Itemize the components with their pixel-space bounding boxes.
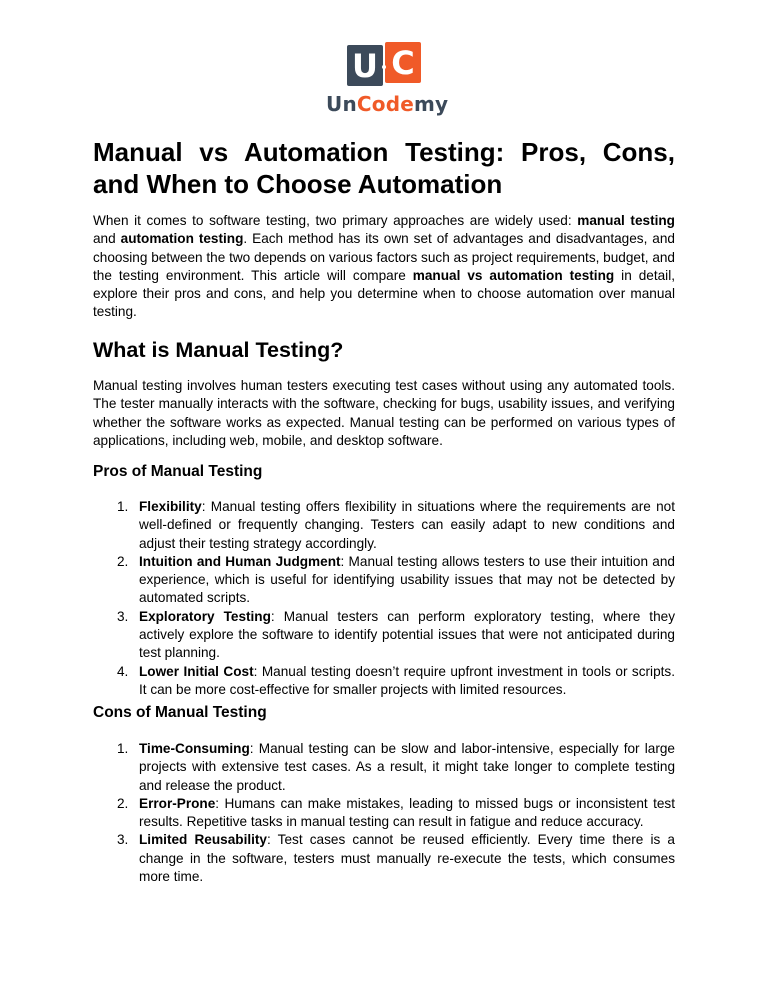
- list-text: : Manual testing allows testers to use their intuition and experience, which is useful for identifying usability issues that may not be detected by automated scripts.: [139, 553, 675, 606]
- cons-heading: Cons of Manual Testing: [93, 704, 267, 721]
- logo-dot: [382, 65, 386, 69]
- list-number: 3.: [117, 608, 129, 624]
- list-term: Time-Consuming: [139, 741, 250, 756]
- list-text: : Manual testing offers flexibility in situations where the requirements are not well-defined or frequently changing. Testers can easily adapt to new conditions and adjust their testing strategy accordingly.: [139, 499, 675, 551]
- intro-paragraph: [93, 212, 675, 322]
- list-item: [93, 498, 675, 553]
- list-text: : Test cases cannot be reused efficiently. Every time there is a change in the software, testers must manually re-execute the tests, which consumes more time.: [139, 832, 675, 885]
- list-item: [93, 663, 675, 700]
- logo-u-block: [347, 45, 383, 86]
- list-number: 1.: [117, 741, 129, 756]
- logo-word-part3: my: [414, 92, 449, 116]
- list-term: Exploratory Testing: [139, 608, 271, 624]
- list-term: Limited Reusability: [139, 832, 267, 848]
- intro-bold-automation: automation testing: [120, 231, 244, 247]
- logo-word-part2: Code: [356, 92, 414, 116]
- list-text: : Humans can make mistakes, leading to missed bugs or inconsistent test results. Repetitive tasks in manual testing can result in fatigue and reduce accuracy.: [139, 795, 675, 830]
- pros-list: [93, 498, 675, 699]
- logo-letter-c: C: [391, 43, 415, 82]
- intro-text-1: When it comes to software testing, two primary approaches are widely used:: [93, 213, 578, 228]
- uncodemy-logo: [326, 42, 449, 117]
- intro-bold-manual: manual testing: [577, 213, 675, 228]
- list-item: [93, 608, 675, 663]
- logo-c-block: [385, 42, 421, 83]
- list-text: : Manual testing doesn’t require upfront investment in tools or scripts. It can be more cost-effective for smaller projects with limited resources.: [139, 663, 675, 697]
- page-title: Manual vs Automation Testing: Pros, Cons, and When to Choose Automation: [93, 137, 675, 199]
- list-number: 4.: [117, 663, 129, 679]
- logo-wordmark: [326, 92, 449, 116]
- list-text: : Manual testers can perform exploratory testing, where they actively explore the software to identify potential issues that were not anticipated during test planning.: [139, 608, 675, 661]
- manual-testing-paragraph: Manual testing involves human testers executing test cases without using any automated tools. The tester manually interacts with the software, checking for bugs, usability issues, and verifying whether the software works as expected. Manual testing can be performed on various types of applications, including web, mobile, and desktop software.: [93, 378, 675, 448]
- intro-bold-compare: manual vs automation testing: [412, 267, 615, 283]
- list-text: : Manual testing can be slow and labor-intensive, especially for large projects with extensive test cases. As a result, it might take longer to complete testing and release the product.: [139, 741, 675, 793]
- list-term: Error-Prone: [139, 795, 216, 811]
- pros-heading: Pros of Manual Testing: [93, 463, 263, 480]
- intro-text-4: in detail, explore their pros and cons, and help you determine when to choose automation over manual testing.: [93, 267, 675, 320]
- cons-list: [93, 740, 675, 886]
- logo-mark: [347, 42, 421, 86]
- list-item: [93, 740, 675, 795]
- intro-text-2: and: [93, 231, 121, 247]
- list-item: [93, 795, 675, 832]
- logo-word-part1: Un: [326, 92, 357, 116]
- manual-testing-heading: What is Manual Testing?: [93, 338, 344, 362]
- logo-letter-u: U: [352, 46, 378, 85]
- list-term: Lower Initial Cost: [139, 663, 254, 679]
- list-item: [93, 553, 675, 608]
- list-item: [93, 831, 675, 886]
- list-number: 2.: [117, 553, 129, 569]
- list-number: 3.: [117, 832, 129, 848]
- intro-text-3: . Each method has its own set of advantages and disadvantages, and choosing between the two depends on various factors such as project requirements, budget, and the testing environment. This article will compare: [93, 231, 675, 283]
- list-term: Flexibility: [139, 499, 202, 514]
- list-number: 1.: [117, 499, 129, 514]
- list-number: 2.: [117, 795, 129, 811]
- list-term: Intuition and Human Judgment: [139, 553, 341, 569]
